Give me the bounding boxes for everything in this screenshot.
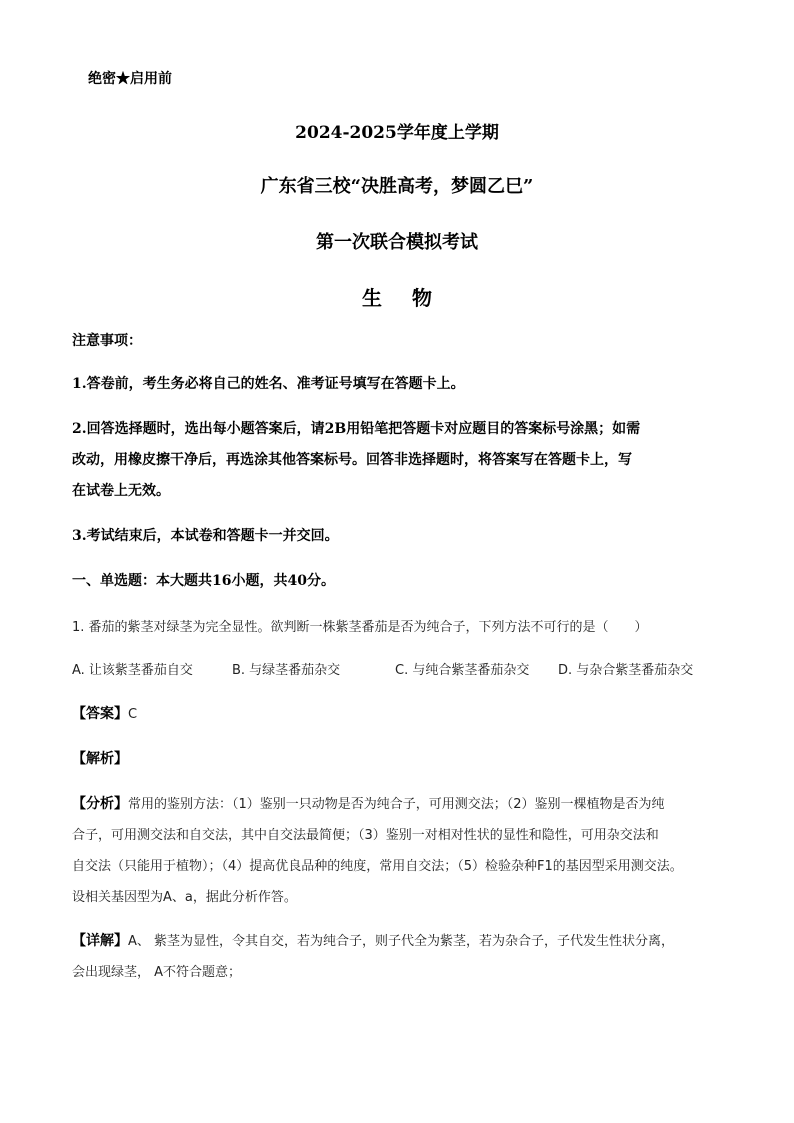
xiangjie-line: 会出现绿茎， A不符合题意； bbox=[72, 965, 242, 980]
note-item-1: 1.答卷前，考生务必将自己的姓名、准考证号填写在答题卡上。 bbox=[72, 376, 465, 392]
analysis-tag: 【解析】 bbox=[72, 751, 128, 767]
note-item-2-line: 改动，用橡皮擦干净后，再选涂其他答案标号。回答非选择题时，将答案写在答题卡上，写 bbox=[72, 452, 632, 468]
answer-line bbox=[72, 699, 722, 730]
answer-tag: 【答案】 bbox=[72, 706, 128, 722]
fenxi-paragraph bbox=[72, 789, 722, 913]
note-item-2 bbox=[72, 414, 722, 507]
fenxi-line: 常用的鉴别方法：（1）鉴别一只动物是否为纯合子，可用测交法；（2）鉴别一棵植物是否为纯 bbox=[128, 797, 665, 812]
note-item-2-line: 在试卷上无效。 bbox=[72, 483, 170, 499]
section-title: 一、单选题：本大题共16小题，共40分。 bbox=[72, 573, 335, 589]
option-a: A. 让该紫茎番茄自交 bbox=[72, 663, 193, 678]
note-item-3: 3.考试结束后，本试卷和答题卡一并交回。 bbox=[72, 528, 339, 544]
answer-value: C bbox=[128, 707, 138, 722]
school-year-title: 2024-2025学年度上学期 bbox=[295, 123, 499, 143]
note-item-2-line: 2.回答选择题时，选出每小题答案后，请2B用铅笔把答题卡对应题目的答案标号涂黑；如需 bbox=[72, 421, 641, 437]
option-b: B. 与绿茎番茄杂交 bbox=[232, 663, 341, 678]
xiangjie-tag: 【详解】 bbox=[72, 933, 128, 949]
exam-name-title: 第一次联合模拟考试 bbox=[316, 232, 478, 253]
confidential-mark: 绝密★启用前 bbox=[88, 71, 172, 87]
question-stem: 1. 番茄的紫茎对绿茎为完全显性。欲判断一株紫茎番茄是否为纯合子，下列方法不可行的是（ ） bbox=[72, 620, 648, 635]
fenxi-line: 设相关基因型为A、a，据此分析作答。 bbox=[72, 890, 297, 905]
xiangjie-paragraph bbox=[72, 926, 722, 988]
notes-heading: 注意事项： bbox=[72, 333, 142, 349]
option-c: C. 与纯合紫茎番茄杂交 bbox=[395, 663, 530, 678]
fenxi-line: 自交法（只能用于植物）；（4）提高优良品种的纯度，常用自交法；（5）检验杂种F1的基因型采用测交法。 bbox=[72, 859, 683, 874]
option-d: D. 与杂合紫茎番茄杂交 bbox=[558, 663, 694, 678]
exam-series-title: 广东省三校“决胜高考，梦圆乙巳” bbox=[260, 176, 534, 197]
question-options bbox=[72, 659, 722, 678]
xiangjie-line: A、 紫茎为显性，令其自交，若为纯合子，则子代全为紫茎，若为杂合子，子代发生性状分离， bbox=[128, 934, 675, 949]
subject-title: 生物 bbox=[362, 286, 462, 310]
fenxi-line: 合子，可用测交法和自交法，其中自交法最简便；（3）鉴别一对相对性状的显性和隐性，可用杂交法和 bbox=[72, 828, 659, 843]
fenxi-tag: 【分析】 bbox=[72, 796, 128, 812]
